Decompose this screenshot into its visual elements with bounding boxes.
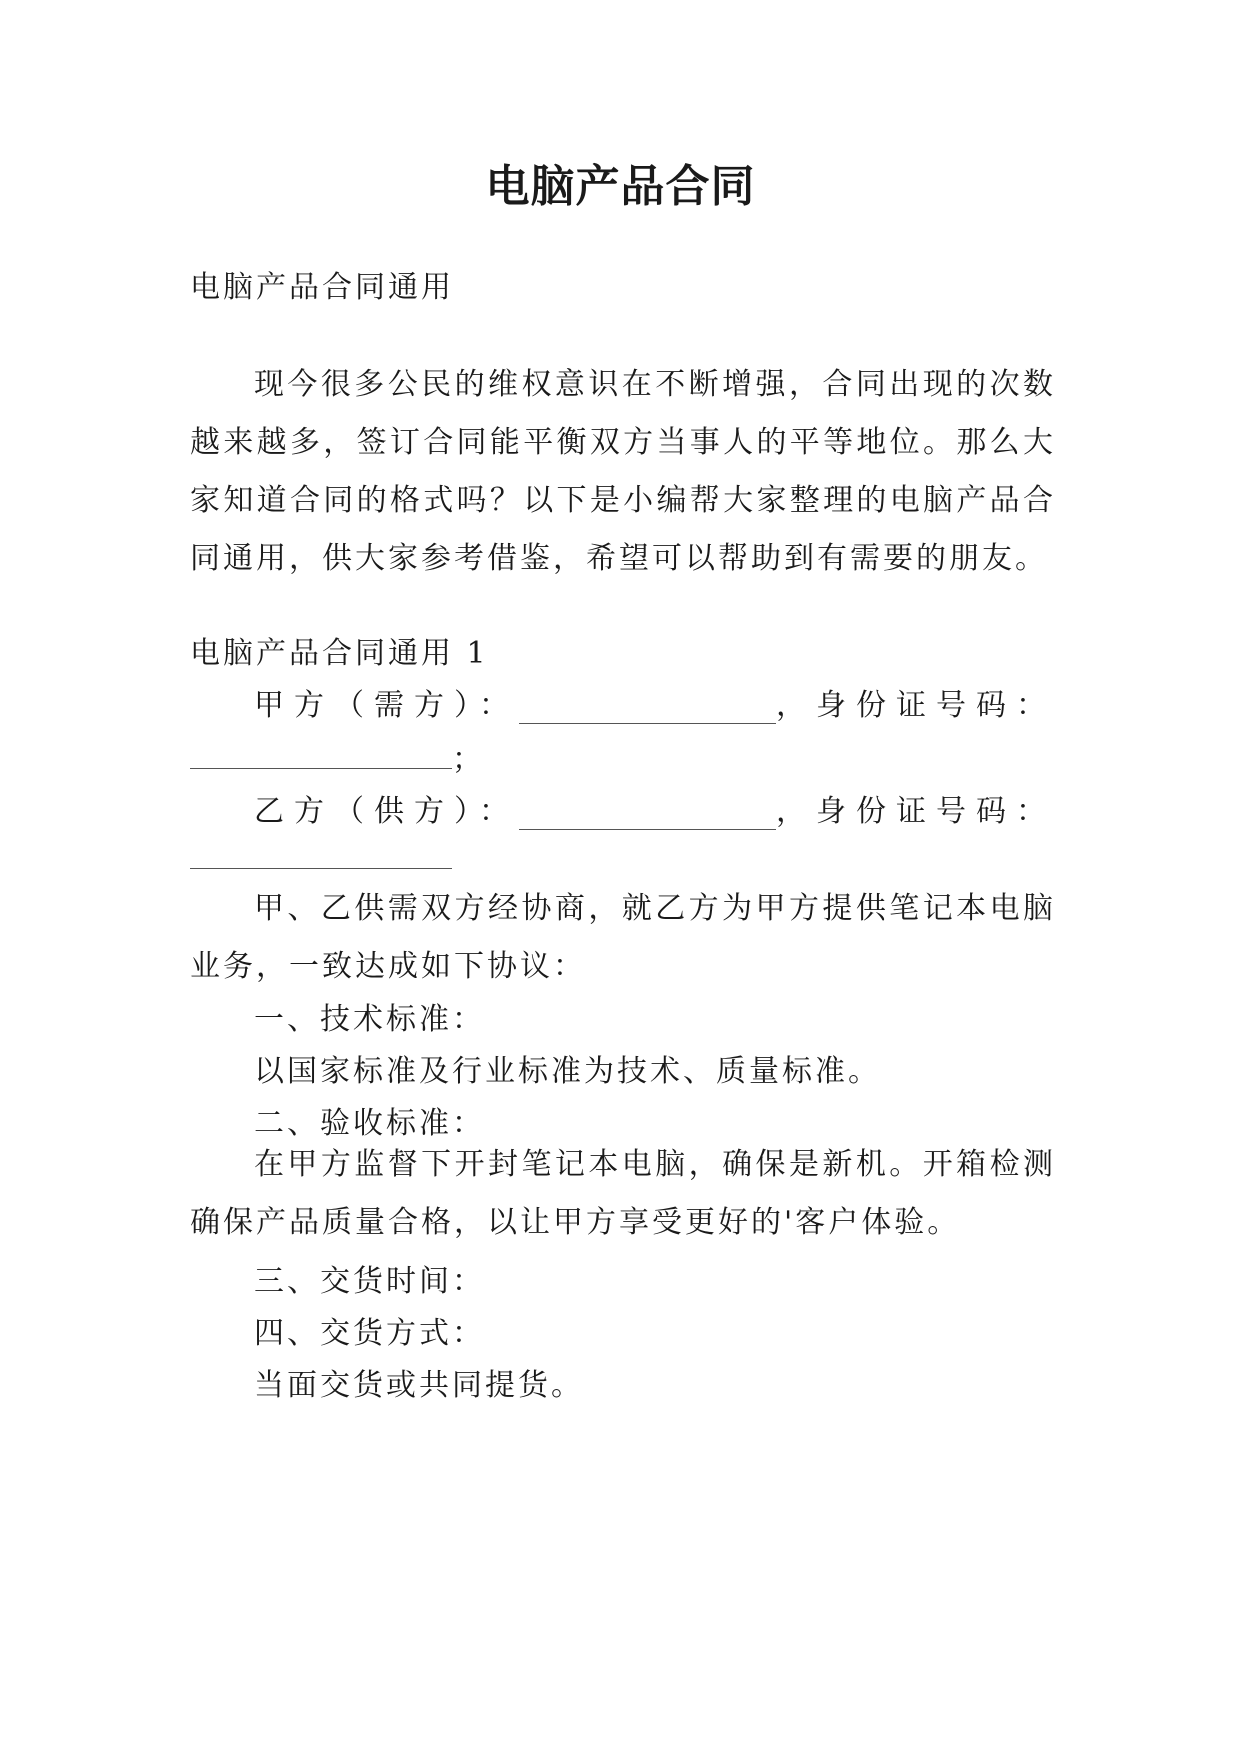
party-a-id-field[interactable] — [190, 738, 452, 769]
party-a-end: ； — [452, 742, 482, 777]
party-b-id-label: ，身份证号码： — [776, 794, 1056, 829]
party-b-id-row — [190, 838, 452, 877]
clause-3-heading: 三、交货时间： — [254, 1264, 485, 1299]
clause-1-heading: 一、技术标准： — [254, 1002, 485, 1037]
clause-1-text: 以国家标准及行业标准为技术、质量标准。 — [254, 1054, 881, 1089]
party-b-name-field[interactable] — [519, 799, 776, 830]
party-a-label: 甲方（需方）： — [254, 688, 519, 723]
agreement-intro: 甲、乙供需双方经协商，就乙方为甲方提供笔记本电脑业务，一致达成如下协议： — [190, 891, 1056, 984]
party-a-row — [190, 680, 1056, 724]
document-subtitle: 电脑产品合同通用 — [190, 270, 454, 305]
clause-2-text: 在甲方监督下开封笔记本电脑，确保是新机。开箱检测确保产品质量合格，以让甲方享受更好的'客户体验。 — [190, 1147, 1056, 1240]
party-b-row — [190, 786, 1056, 830]
party-a-id-label: ，身份证号码： — [776, 688, 1056, 723]
clause-2-heading: 二、验收标准： — [254, 1106, 485, 1141]
party-a-id-row — [190, 734, 482, 778]
clause-4-text: 当面交货或共同提货。 — [254, 1368, 584, 1403]
document-title: 电脑产品合同 — [485, 161, 756, 212]
section-heading: 电脑产品合同通用 1 — [190, 636, 489, 671]
party-b-label: 乙方（供方）： — [254, 794, 519, 829]
party-b-id-field[interactable] — [190, 838, 452, 869]
party-a-name-field[interactable] — [519, 693, 776, 724]
clause-4-heading: 四、交货方式： — [254, 1316, 485, 1351]
intro-paragraph: 现今很多公民的维权意识在不断增强，合同出现的次数越来越多，签订合同能平衡双方当事人的平等地位。那么大家知道合同的格式吗？以下是小编帮大家整理的电脑产品合同通用，供大家参考借鉴，希望可以帮助到有需要的朋友。 — [190, 367, 1056, 576]
